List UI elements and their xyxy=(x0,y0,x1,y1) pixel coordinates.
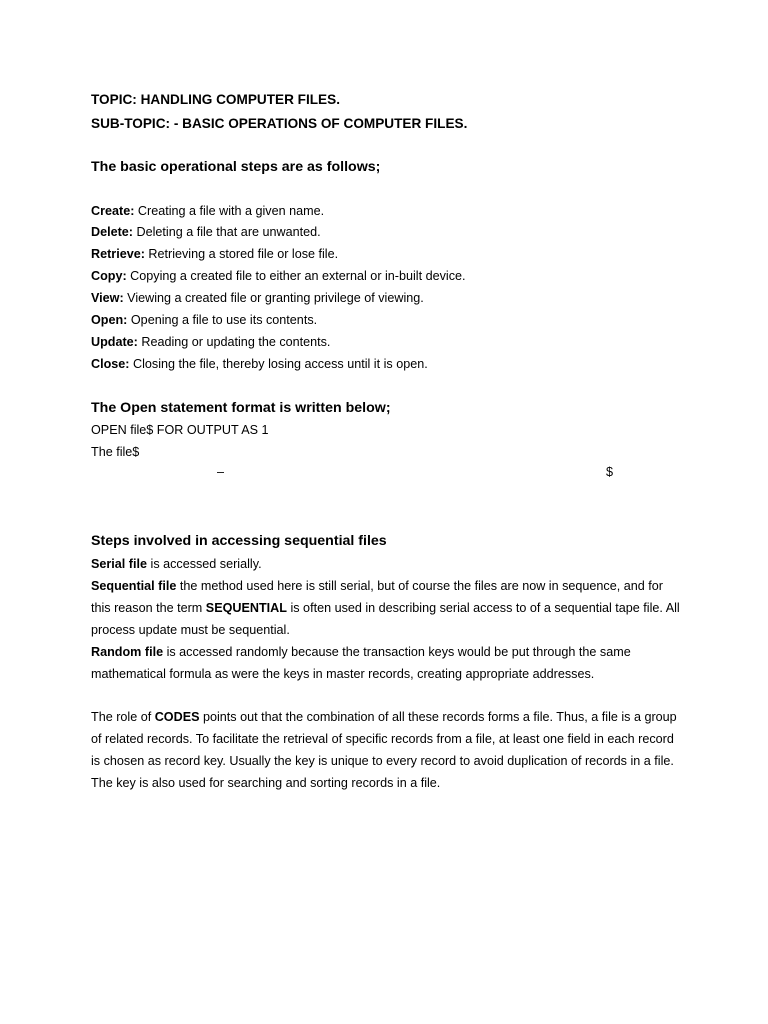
step-item-open xyxy=(91,312,317,328)
codes-keyword: CODES xyxy=(154,710,200,724)
step-term: Create: xyxy=(91,204,135,218)
step-item-close xyxy=(91,356,428,372)
step-item-delete xyxy=(91,224,321,240)
step-term: Update: xyxy=(91,335,138,349)
step-description: Viewing a created file or granting privilege of viewing. xyxy=(123,291,424,305)
step-description: Creating a file with a given name. xyxy=(134,204,325,218)
step-item-create xyxy=(91,203,324,219)
codes-text-a: The role of xyxy=(91,710,155,724)
serial-file-text: is accessed serially. xyxy=(147,557,262,571)
step-term: Open: xyxy=(91,313,128,327)
steps-heading: The basic operational steps are as follows; xyxy=(91,159,381,175)
sequential-paragraphs xyxy=(91,553,686,685)
open-statement-dash: – xyxy=(217,465,225,479)
open-statement-file-line: The file$ xyxy=(91,445,140,459)
sequential-file-term: Sequential file xyxy=(91,579,177,593)
step-item-update xyxy=(91,334,330,350)
step-term: Retrieve: xyxy=(91,247,145,261)
step-description: Reading or updating the contents. xyxy=(137,335,331,349)
random-file-paragraph xyxy=(91,641,686,685)
sequential-file-text-a: the method used here is still serial, but of course the files are now in sequence, and for this reason the term xyxy=(91,579,663,615)
step-item-view xyxy=(91,290,424,306)
random-file-text: is accessed randomly because the transaction keys would be put through the same mathematical formula as were the keys in master records, creating appropriate addresses. xyxy=(91,645,631,681)
step-term: Close: xyxy=(91,357,130,371)
sequential-keyword: SEQUENTIAL xyxy=(205,601,287,615)
sequential-file-paragraph xyxy=(91,575,686,641)
open-statement-line: OPEN file$ FOR OUTPUT AS 1 xyxy=(91,423,269,437)
codes-paragraph xyxy=(91,706,686,794)
step-item-copy xyxy=(91,268,466,284)
open-statement-dollar: $ xyxy=(606,465,614,479)
codes-text-b: points out that the combination of all these records forms a file. Thus, a file is a group of related records. To facilitate the retrieval of specific records from a file, at least one field in each record is chosen as record key. Usually the key is unique to every record to avoid duplication of records in a file. The key is also used for searching and sorting records in a file. xyxy=(91,710,677,790)
step-description: Retrieving a stored file or lose file. xyxy=(144,247,339,261)
topic-title: TOPIC: HANDLING COMPUTER FILES. xyxy=(91,92,340,107)
sub-topic-title: SUB-TOPIC: - BASIC OPERATIONS OF COMPUTER FILES. xyxy=(91,116,468,131)
step-description: Copying a created file to either an external or in-built device. xyxy=(126,269,466,283)
open-statement-heading: The Open statement format is written below; xyxy=(91,400,391,416)
sequential-file-text-b: is often used in describing serial access to of a sequential tape file. All process update must be sequential. xyxy=(91,601,680,637)
serial-file-term: Serial file xyxy=(91,557,148,571)
step-description: Closing the file, thereby losing access until it is open. xyxy=(129,357,428,371)
random-file-term: Random file xyxy=(91,645,164,659)
step-term: View: xyxy=(91,291,124,305)
step-description: Opening a file to use its contents. xyxy=(127,313,318,327)
sequential-heading: Steps involved in accessing sequential files xyxy=(91,533,387,549)
serial-file-line xyxy=(91,553,686,575)
step-item-retrieve xyxy=(91,246,338,262)
step-term: Copy: xyxy=(91,269,127,283)
step-description: Deleting a file that are unwanted. xyxy=(133,225,321,239)
step-term: Delete: xyxy=(91,225,133,239)
